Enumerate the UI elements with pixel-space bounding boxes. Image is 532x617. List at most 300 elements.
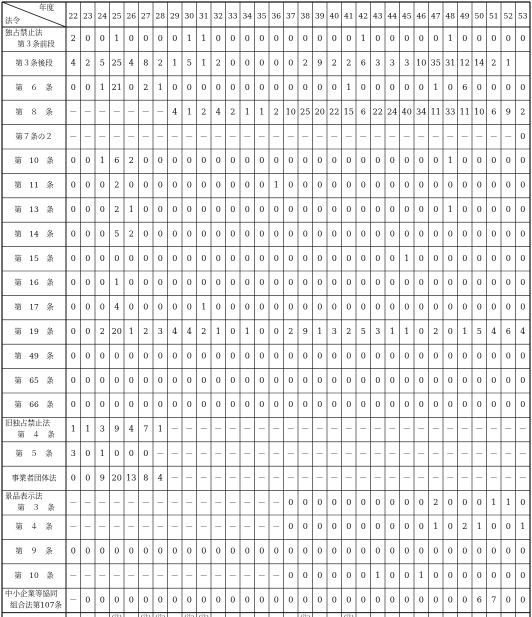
cell-value: 0 xyxy=(346,205,352,214)
cell-value: 2 xyxy=(215,58,221,68)
cell-value: － xyxy=(243,131,252,141)
cell-value: 0 xyxy=(331,302,337,312)
cell-value: － xyxy=(127,107,136,117)
cell-value: 0 xyxy=(491,156,497,166)
cell-value: － xyxy=(243,571,252,580)
cell-value: 0 xyxy=(302,302,308,312)
row-group-label: 中小企業等協同 xyxy=(5,589,58,599)
cell-value: 0 xyxy=(201,253,207,263)
cell-value: 0 xyxy=(331,278,337,288)
cell-value: 0 xyxy=(375,351,381,361)
cell-value: 0 xyxy=(186,546,192,556)
cell-value: 0 xyxy=(433,34,439,44)
cell-value: 0 xyxy=(317,375,323,385)
cell-value: 0 xyxy=(99,253,105,263)
cell-value: 1 xyxy=(128,205,134,214)
cell-value: 0 xyxy=(114,351,120,361)
cell-value: － xyxy=(156,131,165,141)
cell-value: 33 xyxy=(445,107,456,117)
cell-value: － xyxy=(98,107,107,117)
cell-value: 0 xyxy=(215,34,221,44)
cell-value: 0 xyxy=(259,253,265,263)
cell-value: － xyxy=(431,424,440,434)
cell-value: － xyxy=(257,424,266,434)
cell-value: － xyxy=(141,107,150,117)
cell-value: 0 xyxy=(99,205,105,214)
cell-value: － xyxy=(112,131,121,141)
cell-value: 0 xyxy=(143,302,149,312)
cell-value: － xyxy=(286,473,295,483)
cell-value: 0 xyxy=(331,351,337,361)
cell-value: － xyxy=(228,571,237,580)
cell-value: 14 xyxy=(474,58,485,68)
cell-value: 1 xyxy=(244,107,250,117)
cell-value: － xyxy=(330,473,339,483)
cell-value: 8 xyxy=(143,473,149,483)
year-header: 52 xyxy=(503,11,514,21)
cell-value: 0 xyxy=(273,253,279,263)
cell-value: 0 xyxy=(128,34,134,44)
cell-value: 22 xyxy=(329,107,340,117)
cell-value: － xyxy=(417,131,426,141)
cell-value: 0 xyxy=(447,229,453,239)
cell-value: 0 xyxy=(244,253,250,263)
cell-value: － xyxy=(373,473,382,483)
cell-value: 0 xyxy=(259,180,265,190)
cell-value: 0 xyxy=(346,156,352,166)
cell-value: 9 xyxy=(99,473,105,483)
cell-value: － xyxy=(199,522,208,532)
cell-value: 2 xyxy=(201,327,207,336)
cell-value: － xyxy=(199,131,208,141)
cell-value: 8 xyxy=(143,58,149,68)
cell-value: 1 xyxy=(505,58,511,68)
cell-value: 0 xyxy=(288,546,294,556)
cell-value: 15 xyxy=(343,107,354,117)
cell-value: 4 xyxy=(70,58,76,68)
cell-value: 0 xyxy=(491,180,497,190)
cell-value: 0 xyxy=(360,302,366,312)
cell-value: 0 xyxy=(215,351,221,361)
row-label: 第 19 条 xyxy=(14,327,54,336)
cell-value: － xyxy=(272,424,281,434)
cell-value: 0 xyxy=(186,302,192,312)
cell-value: 2 xyxy=(114,205,120,214)
cell-value: 0 xyxy=(433,400,439,410)
cell-value: 0 xyxy=(143,205,149,214)
cell-value: 0 xyxy=(99,229,105,239)
cell-value: 0 xyxy=(520,571,526,580)
cell-value: 0 xyxy=(172,180,178,190)
cell-value: 0 xyxy=(505,34,511,44)
cell-value: 0 xyxy=(244,278,250,288)
cell-value: 0 xyxy=(85,327,91,336)
cell-value: － xyxy=(83,522,92,532)
cell-value: 0 xyxy=(404,522,410,532)
year-header: 35 xyxy=(256,11,267,21)
cell-value: 0 xyxy=(520,253,526,263)
cell-value: － xyxy=(170,522,179,532)
cell-value: 0 xyxy=(128,253,134,263)
cell-value: 0 xyxy=(462,34,468,44)
cell-value: 0 xyxy=(389,375,395,385)
cell-value: 2 xyxy=(288,327,294,336)
row-label: 第３条前段 xyxy=(17,39,55,49)
cell-value: 0 xyxy=(346,180,352,190)
cell-value: 0 xyxy=(244,180,250,190)
cell-value: 6 xyxy=(491,107,497,117)
cell-value: － xyxy=(214,131,223,141)
cell-value: 1 xyxy=(491,497,497,507)
cell-value: 1 xyxy=(317,327,323,336)
cell-value: － xyxy=(69,522,78,532)
cell-value: 0 xyxy=(404,34,410,44)
cell-value: 0 xyxy=(244,156,250,166)
cell-value: － xyxy=(69,107,78,117)
cell-value: 0 xyxy=(273,351,279,361)
cell-value: 0 xyxy=(317,83,323,92)
cell-value: 0 xyxy=(331,571,337,580)
cell-value: 0 xyxy=(389,278,395,288)
cell-value: 1 xyxy=(99,156,105,166)
cell-value: － xyxy=(243,522,252,532)
cell-value: 11 xyxy=(459,107,470,117)
cell-value: － xyxy=(301,449,310,458)
cell-value: － xyxy=(315,424,324,434)
cell-value: 0 xyxy=(433,156,439,166)
cell-value: － xyxy=(228,473,237,483)
cell-value: 0 xyxy=(317,546,323,556)
cell-value: 0 xyxy=(346,546,352,556)
cell-value: 0 xyxy=(331,180,337,190)
cell-value: － xyxy=(185,497,194,507)
cell-value: 35 xyxy=(430,58,441,68)
cell-value: 0 xyxy=(520,375,526,385)
cell-value: 0 xyxy=(302,375,308,385)
cell-value: 0 xyxy=(288,34,294,44)
cell-value: － xyxy=(272,473,281,483)
cell-value: 0 xyxy=(273,83,279,92)
cell-value: － xyxy=(417,449,426,458)
cell-value: 2 xyxy=(157,58,163,68)
cell-value: － xyxy=(69,595,78,605)
cell-value: 0 xyxy=(114,253,120,263)
cell-value: 0 xyxy=(317,522,323,532)
cell-value: 0 xyxy=(85,595,91,605)
cell-value: 2 xyxy=(273,107,279,117)
cell-value: 0 xyxy=(389,351,395,361)
cell-value: 0 xyxy=(157,180,163,190)
cell-value: 0 xyxy=(433,546,439,556)
cell-value: 0 xyxy=(157,351,163,361)
cell-value: 9 xyxy=(114,424,120,434)
row-label: 第 13 条 xyxy=(14,205,54,214)
cell-value: － xyxy=(446,131,455,141)
cell-value: － xyxy=(388,131,397,141)
cell-value: 0 xyxy=(505,571,511,580)
cell-value: 0 xyxy=(157,156,163,166)
cell-value: 0 xyxy=(462,229,468,239)
cell-value: 0 xyxy=(418,351,424,361)
cell-value: 2 xyxy=(128,156,134,166)
cell-value: 2 xyxy=(70,34,76,44)
row-label: 第 10 条 xyxy=(14,571,54,580)
cell-value: 0 xyxy=(476,546,482,556)
row-label: 第７条の２ xyxy=(15,131,53,141)
cell-value: 0 xyxy=(505,351,511,361)
cell-value: － xyxy=(489,424,498,434)
cell-value: 2 xyxy=(114,180,120,190)
cell-value: 0 xyxy=(447,375,453,385)
cell-value: 0 xyxy=(244,400,250,410)
row-label: 第 65 条 xyxy=(14,375,54,385)
cell-value: 0 xyxy=(375,522,381,532)
cell-value: 2 xyxy=(128,229,134,239)
cell-value: 0 xyxy=(172,253,178,263)
cell-value: 0 xyxy=(85,205,91,214)
cell-value: 0 xyxy=(85,180,91,190)
cell-value: 0 xyxy=(172,375,178,385)
cell-value: 0 xyxy=(288,571,294,580)
cell-value: 0 xyxy=(346,400,352,410)
cell-value: 0 xyxy=(505,83,511,92)
cell-value: 0 xyxy=(433,253,439,263)
cell-value: 2 xyxy=(143,83,149,92)
cell-value: 0 xyxy=(230,180,236,190)
footer-note xyxy=(112,613,122,617)
cell-value: 0 xyxy=(302,83,308,92)
cell-value: 0 xyxy=(143,375,149,385)
cell-value: 0 xyxy=(143,34,149,44)
cell-value: 1 xyxy=(433,522,439,532)
cell-value: 0 xyxy=(244,205,250,214)
cell-value: 0 xyxy=(418,278,424,288)
cell-value: 7 xyxy=(143,424,149,434)
cell-value: 0 xyxy=(404,205,410,214)
cell-value: 0 xyxy=(418,375,424,385)
cell-value: 9 xyxy=(317,58,323,68)
cell-value: 0 xyxy=(230,253,236,263)
cell-value: 0 xyxy=(230,58,236,68)
cell-value: － xyxy=(170,497,179,507)
cell-value: 0 xyxy=(215,229,221,239)
cell-value: 0 xyxy=(418,83,424,92)
cell-value: － xyxy=(127,497,136,507)
cell-value: 0 xyxy=(128,351,134,361)
cell-value: 0 xyxy=(346,351,352,361)
cell-value: 1 xyxy=(172,58,178,68)
cell-value: 0 xyxy=(433,351,439,361)
cell-value: 0 xyxy=(317,156,323,166)
cell-value: 20 xyxy=(111,473,122,483)
cell-value: 0 xyxy=(288,497,294,507)
cell-value: 0 xyxy=(143,351,149,361)
cell-value: 0 xyxy=(259,278,265,288)
footer-note xyxy=(300,613,310,617)
cell-value: 5 xyxy=(99,58,105,68)
year-header: 37 xyxy=(285,11,296,21)
year-header: 45 xyxy=(401,11,412,21)
cell-value: 0 xyxy=(244,83,250,92)
cell-value: 5 xyxy=(114,229,120,239)
cell-value: 9 xyxy=(505,107,511,117)
cell-value: 0 xyxy=(331,522,337,532)
cell-value: 0 xyxy=(389,205,395,214)
cell-value: 0 xyxy=(186,229,192,239)
cell-value: 0 xyxy=(157,302,163,312)
cell-value: 0 xyxy=(201,156,207,166)
cell-value: 0 xyxy=(99,595,105,605)
cell-value: － xyxy=(286,449,295,458)
cell-value: － xyxy=(228,497,237,507)
cell-value: 0 xyxy=(505,522,511,532)
cell-value: － xyxy=(446,473,455,483)
cell-value: 10 xyxy=(285,107,296,117)
cell-value: 0 xyxy=(375,375,381,385)
cell-value: 0 xyxy=(433,571,439,580)
cell-value: 0 xyxy=(114,595,120,605)
cell-value: 0 xyxy=(331,546,337,556)
cell-value: 0 xyxy=(143,180,149,190)
cell-value: － xyxy=(214,424,223,434)
cell-value: 6 xyxy=(360,58,366,68)
cell-value: 0 xyxy=(433,205,439,214)
cell-value: 0 xyxy=(230,34,236,44)
cell-value: 0 xyxy=(85,83,91,92)
cell-value: 0 xyxy=(520,400,526,410)
cell-value: 0 xyxy=(85,253,91,263)
cell-value: 0 xyxy=(491,205,497,214)
cell-value: 0 xyxy=(186,253,192,263)
cell-value: 0 xyxy=(505,180,511,190)
cell-value: － xyxy=(69,131,78,141)
cell-value: 0 xyxy=(476,83,482,92)
cell-value: 0 xyxy=(143,400,149,410)
cell-value: － xyxy=(214,473,223,483)
cell-value: 0 xyxy=(476,205,482,214)
row-label: 第 17 条 xyxy=(14,302,54,312)
corner-year-label: 年度 xyxy=(39,3,54,12)
cell-value: 1 xyxy=(70,424,76,434)
cell-value: 0 xyxy=(447,400,453,410)
cell-value: 0 xyxy=(331,205,337,214)
cell-value: 0 xyxy=(288,522,294,532)
cell-value: 0 xyxy=(215,546,221,556)
cell-value: － xyxy=(344,449,353,458)
cell-value: － xyxy=(199,424,208,434)
cell-value: 0 xyxy=(157,205,163,214)
cell-value: 0 xyxy=(317,34,323,44)
cell-value: 0 xyxy=(273,546,279,556)
cell-value: 0 xyxy=(172,83,178,92)
cell-value: 0 xyxy=(317,302,323,312)
cell-value: 0 xyxy=(462,400,468,410)
cell-value: － xyxy=(489,131,498,141)
cell-value: 10 xyxy=(474,107,485,117)
cell-value: 1 xyxy=(346,83,352,92)
cell-value: 0 xyxy=(230,156,236,166)
cell-value: － xyxy=(156,571,165,580)
cell-value: 0 xyxy=(404,180,410,190)
cell-value: 4 xyxy=(114,302,120,312)
cell-value: 0 xyxy=(259,34,265,44)
cell-value: 0 xyxy=(520,131,526,141)
cell-value: 0 xyxy=(172,400,178,410)
cell-value: 0 xyxy=(476,253,482,263)
cell-value: 0 xyxy=(259,229,265,239)
cell-value: 13 xyxy=(126,473,137,483)
cell-value: 0 xyxy=(114,449,120,458)
cell-value: 1 xyxy=(476,522,482,532)
cell-value: 0 xyxy=(128,302,134,312)
cell-value: 0 xyxy=(302,595,308,605)
cell-value: － xyxy=(460,473,469,483)
cell-value: 0 xyxy=(143,229,149,239)
cell-value: 0 xyxy=(520,351,526,361)
year-header: 53 xyxy=(517,11,528,21)
cell-value: 0 xyxy=(99,302,105,312)
cell-value: － xyxy=(228,449,237,458)
cell-value: 0 xyxy=(244,375,250,385)
cell-value: 0 xyxy=(389,400,395,410)
cell-value: 0 xyxy=(360,375,366,385)
cell-value: 0 xyxy=(317,278,323,288)
cell-value: 0 xyxy=(259,400,265,410)
cell-value: 0 xyxy=(302,278,308,288)
cell-value: － xyxy=(475,131,484,141)
row-label: 第 ６ 条 xyxy=(15,83,53,92)
cell-value: 0 xyxy=(143,595,149,605)
year-header: 41 xyxy=(343,11,354,21)
cell-value: 3 xyxy=(157,327,163,336)
cell-value: 2 xyxy=(230,107,236,117)
cell-value: 0 xyxy=(360,400,366,410)
cell-value: 0 xyxy=(85,34,91,44)
cell-value: 0 xyxy=(70,546,76,556)
cell-value: 0 xyxy=(476,571,482,580)
cell-value: 6 xyxy=(505,327,511,336)
cell-value: － xyxy=(170,424,179,434)
cell-value: － xyxy=(127,131,136,141)
cell-value: 0 xyxy=(476,34,482,44)
cell-value: － xyxy=(228,424,237,434)
cell-value: 0 xyxy=(520,34,526,44)
cell-value: 0 xyxy=(476,278,482,288)
cell-value: 0 xyxy=(346,278,352,288)
cell-value: 0 xyxy=(375,400,381,410)
cell-value: 7 xyxy=(491,595,497,605)
cell-value: － xyxy=(228,522,237,532)
cell-value: 0 xyxy=(404,302,410,312)
cell-value: 0 xyxy=(273,302,279,312)
cell-value: － xyxy=(185,424,194,434)
cell-value: 0 xyxy=(172,34,178,44)
cell-value: 0 xyxy=(375,83,381,92)
year-header: 32 xyxy=(213,11,224,21)
row-label: 第 15 条 xyxy=(14,253,54,263)
cell-value: 0 xyxy=(360,229,366,239)
row-label: 第 ８ 条 xyxy=(15,107,53,117)
cell-value: 0 xyxy=(215,205,221,214)
cell-value: 0 xyxy=(389,180,395,190)
cell-value: 0 xyxy=(491,253,497,263)
cell-value: 0 xyxy=(288,180,294,190)
cell-value: 0 xyxy=(360,546,366,556)
cell-value: 0 xyxy=(418,595,424,605)
cell-value: 1 xyxy=(360,34,366,44)
cell-value: 0 xyxy=(99,375,105,385)
cell-value: 0 xyxy=(201,180,207,190)
